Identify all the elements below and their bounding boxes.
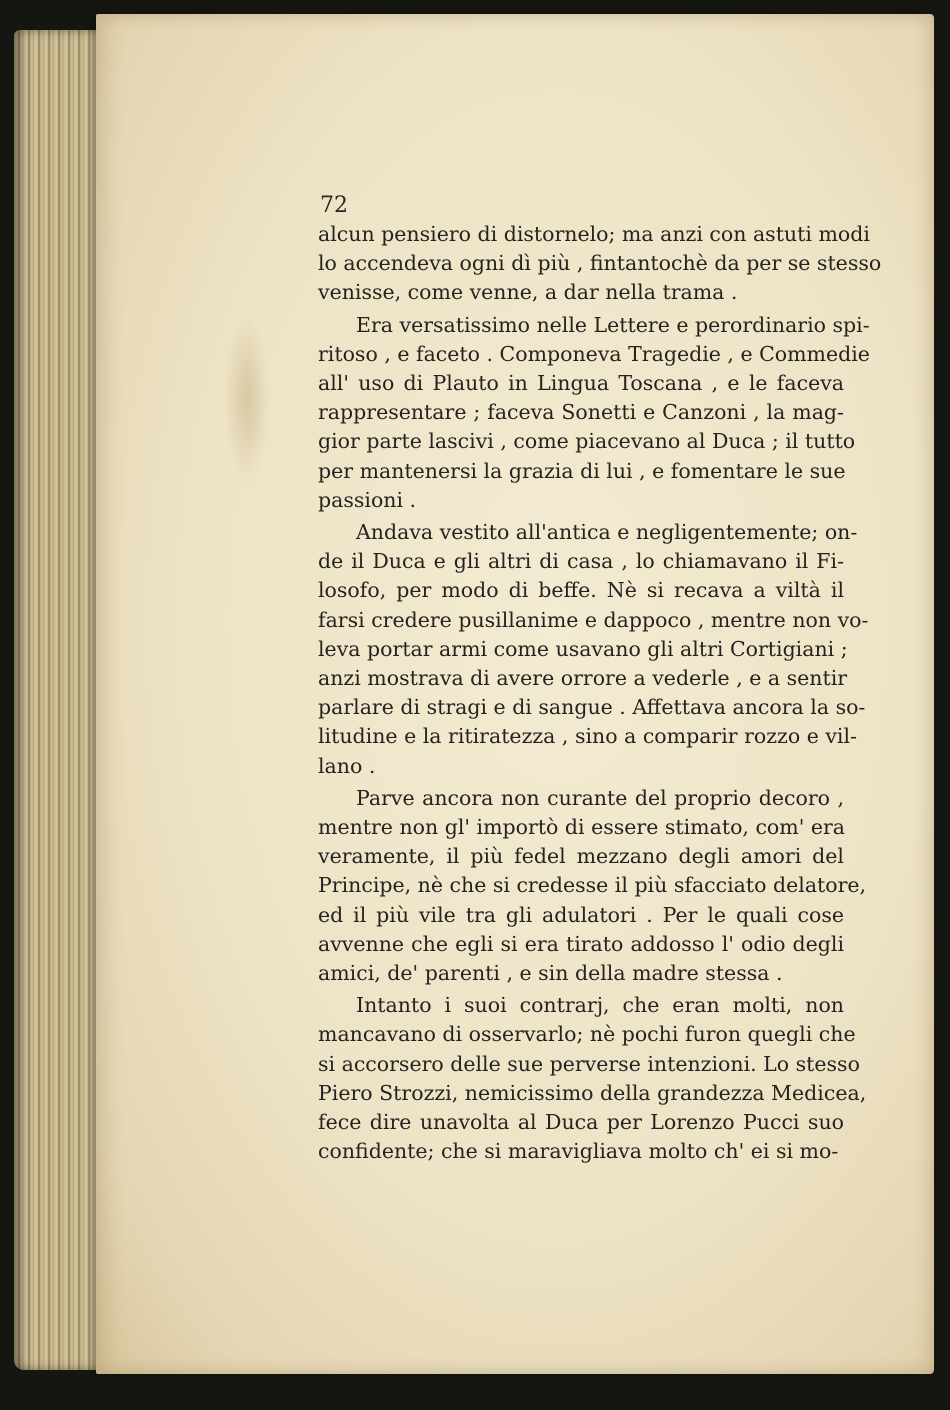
foxing-stain — [224, 314, 270, 484]
paragraph — [318, 784, 867, 988]
text-line: passioni . — [318, 487, 417, 512]
text-line: si accorsero delle sue perverse intenzioni. Lo stesso — [318, 1051, 860, 1076]
text-line: all' uso di Plauto in Lingua Toscana , e le faceva — [318, 371, 844, 396]
text-line: mentre non gl' importò di essere stimato, com' era — [318, 815, 846, 840]
paragraph — [318, 311, 870, 515]
text-line: anzi mostrava di avere orrore a vederle , e a sentir — [318, 666, 848, 691]
text-line: ed il più vile tra gli adulatori . Per le quali cose — [318, 902, 844, 927]
paragraph — [318, 518, 869, 781]
text-line: Intanto i suoi contrarj, che eran molti, non — [356, 993, 844, 1018]
text-line: confidente; che si maravigliava molto ch' ei si mo- — [318, 1139, 839, 1164]
page-number: 72 — [320, 193, 348, 218]
text-line: veramente, il più fedel mezzano degli amori del — [318, 844, 844, 869]
body-text — [318, 220, 882, 1170]
text-line: losofo, per modo di beffe. Nè si recava a viltà il — [318, 578, 844, 603]
text-line: parlare di stragi e di sangue . Affettava ancora la so- — [318, 695, 866, 720]
paragraph — [318, 220, 882, 308]
text-line: lo accendeva ogni dì più , fintantochè da per se stesso — [318, 251, 882, 276]
text-line: de il Duca e gli altri di casa , lo chiamavano il Fi- — [318, 549, 844, 574]
text-line: avvenne che egli si era tirato addosso l' odio degli — [318, 931, 844, 956]
paragraph — [318, 991, 867, 1166]
text-line: litudine e la ritiratezza , sino a comparir rozzo e vil- — [318, 724, 857, 749]
text-line: ritoso , e faceto . Componeva Tragedie , e Commedie — [318, 341, 870, 366]
text-line: Parve ancora non curante del proprio decoro , — [356, 785, 844, 810]
text-line: Andava vestito all'antica e negligentemente; on- — [356, 520, 858, 545]
text-line: Piero Strozzi, nemicissimo della grandezza Medicea, — [318, 1080, 867, 1105]
text-line: Era versatissimo nelle Lettere e perordinario spi- — [356, 312, 870, 337]
text-line: venisse, come venne, a dar nella trama . — [318, 280, 738, 305]
text-line: lano . — [318, 753, 376, 778]
text-line: amici, de' parenti , e sin della madre stessa . — [318, 961, 783, 986]
text-line: per mantenersi la grazia di lui , e fomentare le sue — [318, 458, 846, 483]
text-line: alcun pensiero di distornelo; ma anzi con astuti modi — [318, 222, 870, 246]
text-line: fece dire unavolta al Duca per Lorenzo Pucci suo — [318, 1110, 844, 1135]
text-line: farsi credere pusillanime e dappoco , mentre non vo- — [318, 607, 869, 632]
text-line: rappresentare ; faceva Sonetti e Canzoni , la mag- — [318, 400, 844, 425]
text-line: gior parte lascivi , come piacevano al Duca ; il tutto — [318, 429, 856, 454]
text-line: Principe, nè che si credesse il più sfacciato delatore, — [318, 873, 867, 898]
text-line: mancavano di osservarlo; nè pochi furon quegli che — [318, 1022, 856, 1047]
text-line: leva portar armi come usavano gli altri Cortigiani ; — [318, 636, 848, 661]
